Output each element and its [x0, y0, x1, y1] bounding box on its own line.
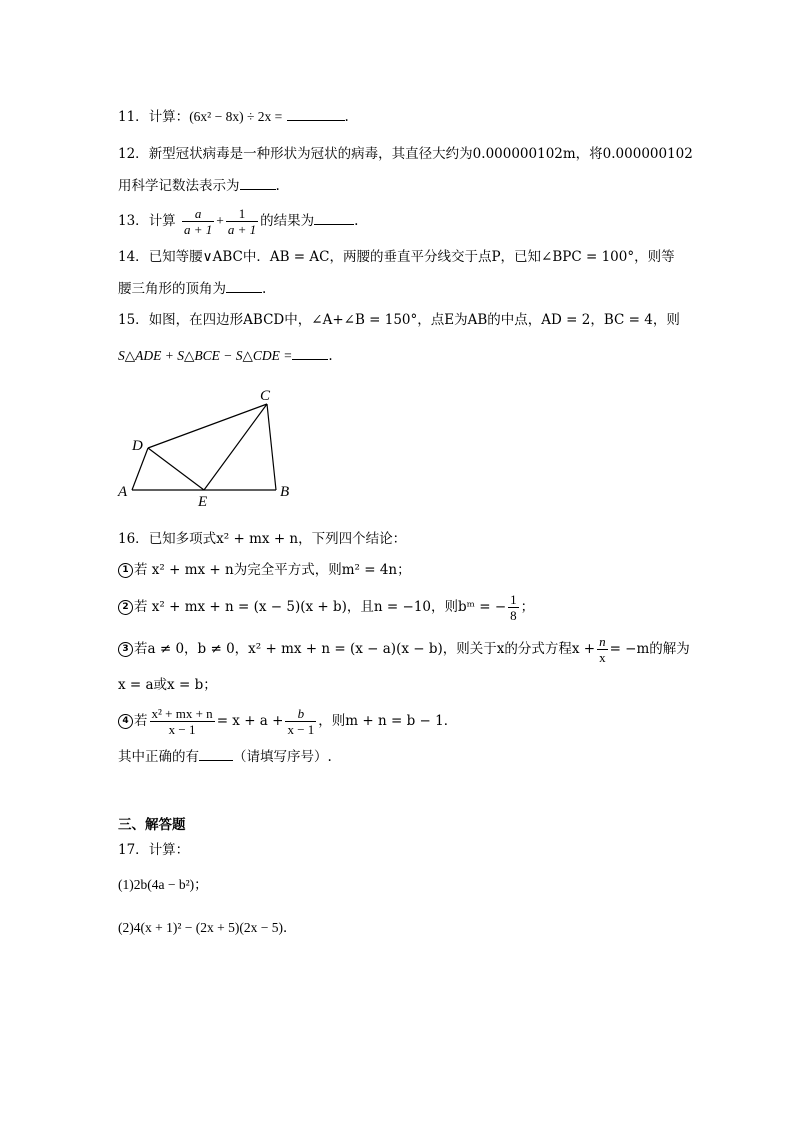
label-a: A	[118, 484, 128, 500]
segment-ec	[204, 404, 267, 490]
segment-ad	[132, 448, 148, 490]
q16-statement-3: 3 若a ≠ 0，b ≠ 0，x² + mx + n = (x − a)(x − b)，则关于x的分式方程x + $\frac{n}{x}$ = −m的解为	[118, 634, 690, 665]
label-b: B	[280, 484, 290, 500]
q16-statement-4: 4 若 $\frac{\text{x² + mx + n}}{x - 1}$ = x + a + $\frac{b}{x - 1}$ ，则m + n = b − 1．	[118, 706, 457, 737]
q16-statement-2: 2 若 x² + mx + n = (x − 5)(x + b)，且n = −10，则bᵐ = − $\frac{1}{8}$ ；	[118, 592, 534, 623]
question-11: 11．计算：(6x² − 8x) ÷ 2x = .	[118, 106, 349, 128]
q16-fraction-4b: $\frac{b}{x - 1}$	[287, 706, 315, 737]
q16-outro: 其中正确的有 （请填写序号）.	[118, 746, 332, 768]
circled-number-3: 3	[118, 642, 133, 657]
q13-fraction-2: $\frac{1}{a + 1}$	[227, 206, 257, 237]
question-12-line1: 12．新型冠状病毒是一种形状为冠状的病毒，其直径大约为0.000000102m，将0.000000102	[118, 146, 693, 162]
answer-blank-14[interactable]	[226, 278, 262, 293]
q16-statement-1: 1 若 x² + mx + n为完全平方式，则m² = 4n；	[118, 559, 411, 581]
question-13: 13．计算 $\frac{a}{a + 1}$ + $\frac{1}{a + 1}$ 的结果为 .	[118, 206, 359, 237]
answer-blank-11[interactable]	[287, 106, 345, 121]
label-d: D	[132, 438, 143, 454]
segment-cb	[267, 404, 276, 490]
circled-number-1: 1	[118, 563, 133, 578]
answer-blank-12[interactable]	[240, 175, 276, 190]
question-14-line1: 14．已知等腰∨ABC中．AB = AC，两腰的垂直平分线交于点P，已知∠BPC = 100°，则等	[118, 249, 675, 265]
label-c: C	[260, 388, 271, 404]
answer-blank-15[interactable]	[292, 345, 328, 360]
answer-blank-16[interactable]	[199, 746, 233, 761]
q17-part-1: (1)2b(4a − b²)；	[118, 877, 208, 892]
circled-number-2: 2	[118, 600, 133, 615]
question-15-line2: S△ADE + S△BCE − S△CDE = .	[118, 345, 333, 367]
question-17: 17．计算：	[118, 842, 190, 858]
circled-number-4: 4	[118, 714, 133, 729]
question-14-line2: 腰三角形的顶角为 .	[118, 278, 266, 300]
q17-part-2: (2)4(x + 1)² − (2x + 5)(2x − 5)．	[118, 920, 297, 935]
q16-fraction-2: $\frac{1}{8}$	[510, 592, 517, 623]
q13-fraction-1: $\frac{a}{a + 1}$	[183, 206, 213, 237]
q16-fraction-3: $\frac{n}{x}$	[599, 634, 606, 665]
label-e: E	[198, 494, 208, 510]
section-3-title: 三、解答题	[118, 817, 186, 833]
quadrilateral-diagram	[110, 382, 310, 512]
q11-expression: (6x² − 8x) ÷ 2x =	[189, 109, 283, 124]
question-15-line1: 15．如图，在四边形ABCD中，∠A+∠B = 150°，点E为AB的中点，AD = 2，BC = 4，则	[118, 312, 680, 328]
question-12-line2: 用科学记数法表示为 .	[118, 175, 280, 197]
answer-blank-13[interactable]	[314, 210, 354, 225]
segment-dc	[148, 404, 267, 448]
question-16-intro: 16．已知多项式x² + mx + n，下列四个结论：	[118, 531, 407, 547]
q16-fraction-4a: $\frac{\text{x² + mx + n}}{x - 1}$	[151, 706, 213, 737]
q16-statement-3-line2: x = a或x = b；	[118, 677, 217, 693]
segment-de	[148, 448, 204, 490]
